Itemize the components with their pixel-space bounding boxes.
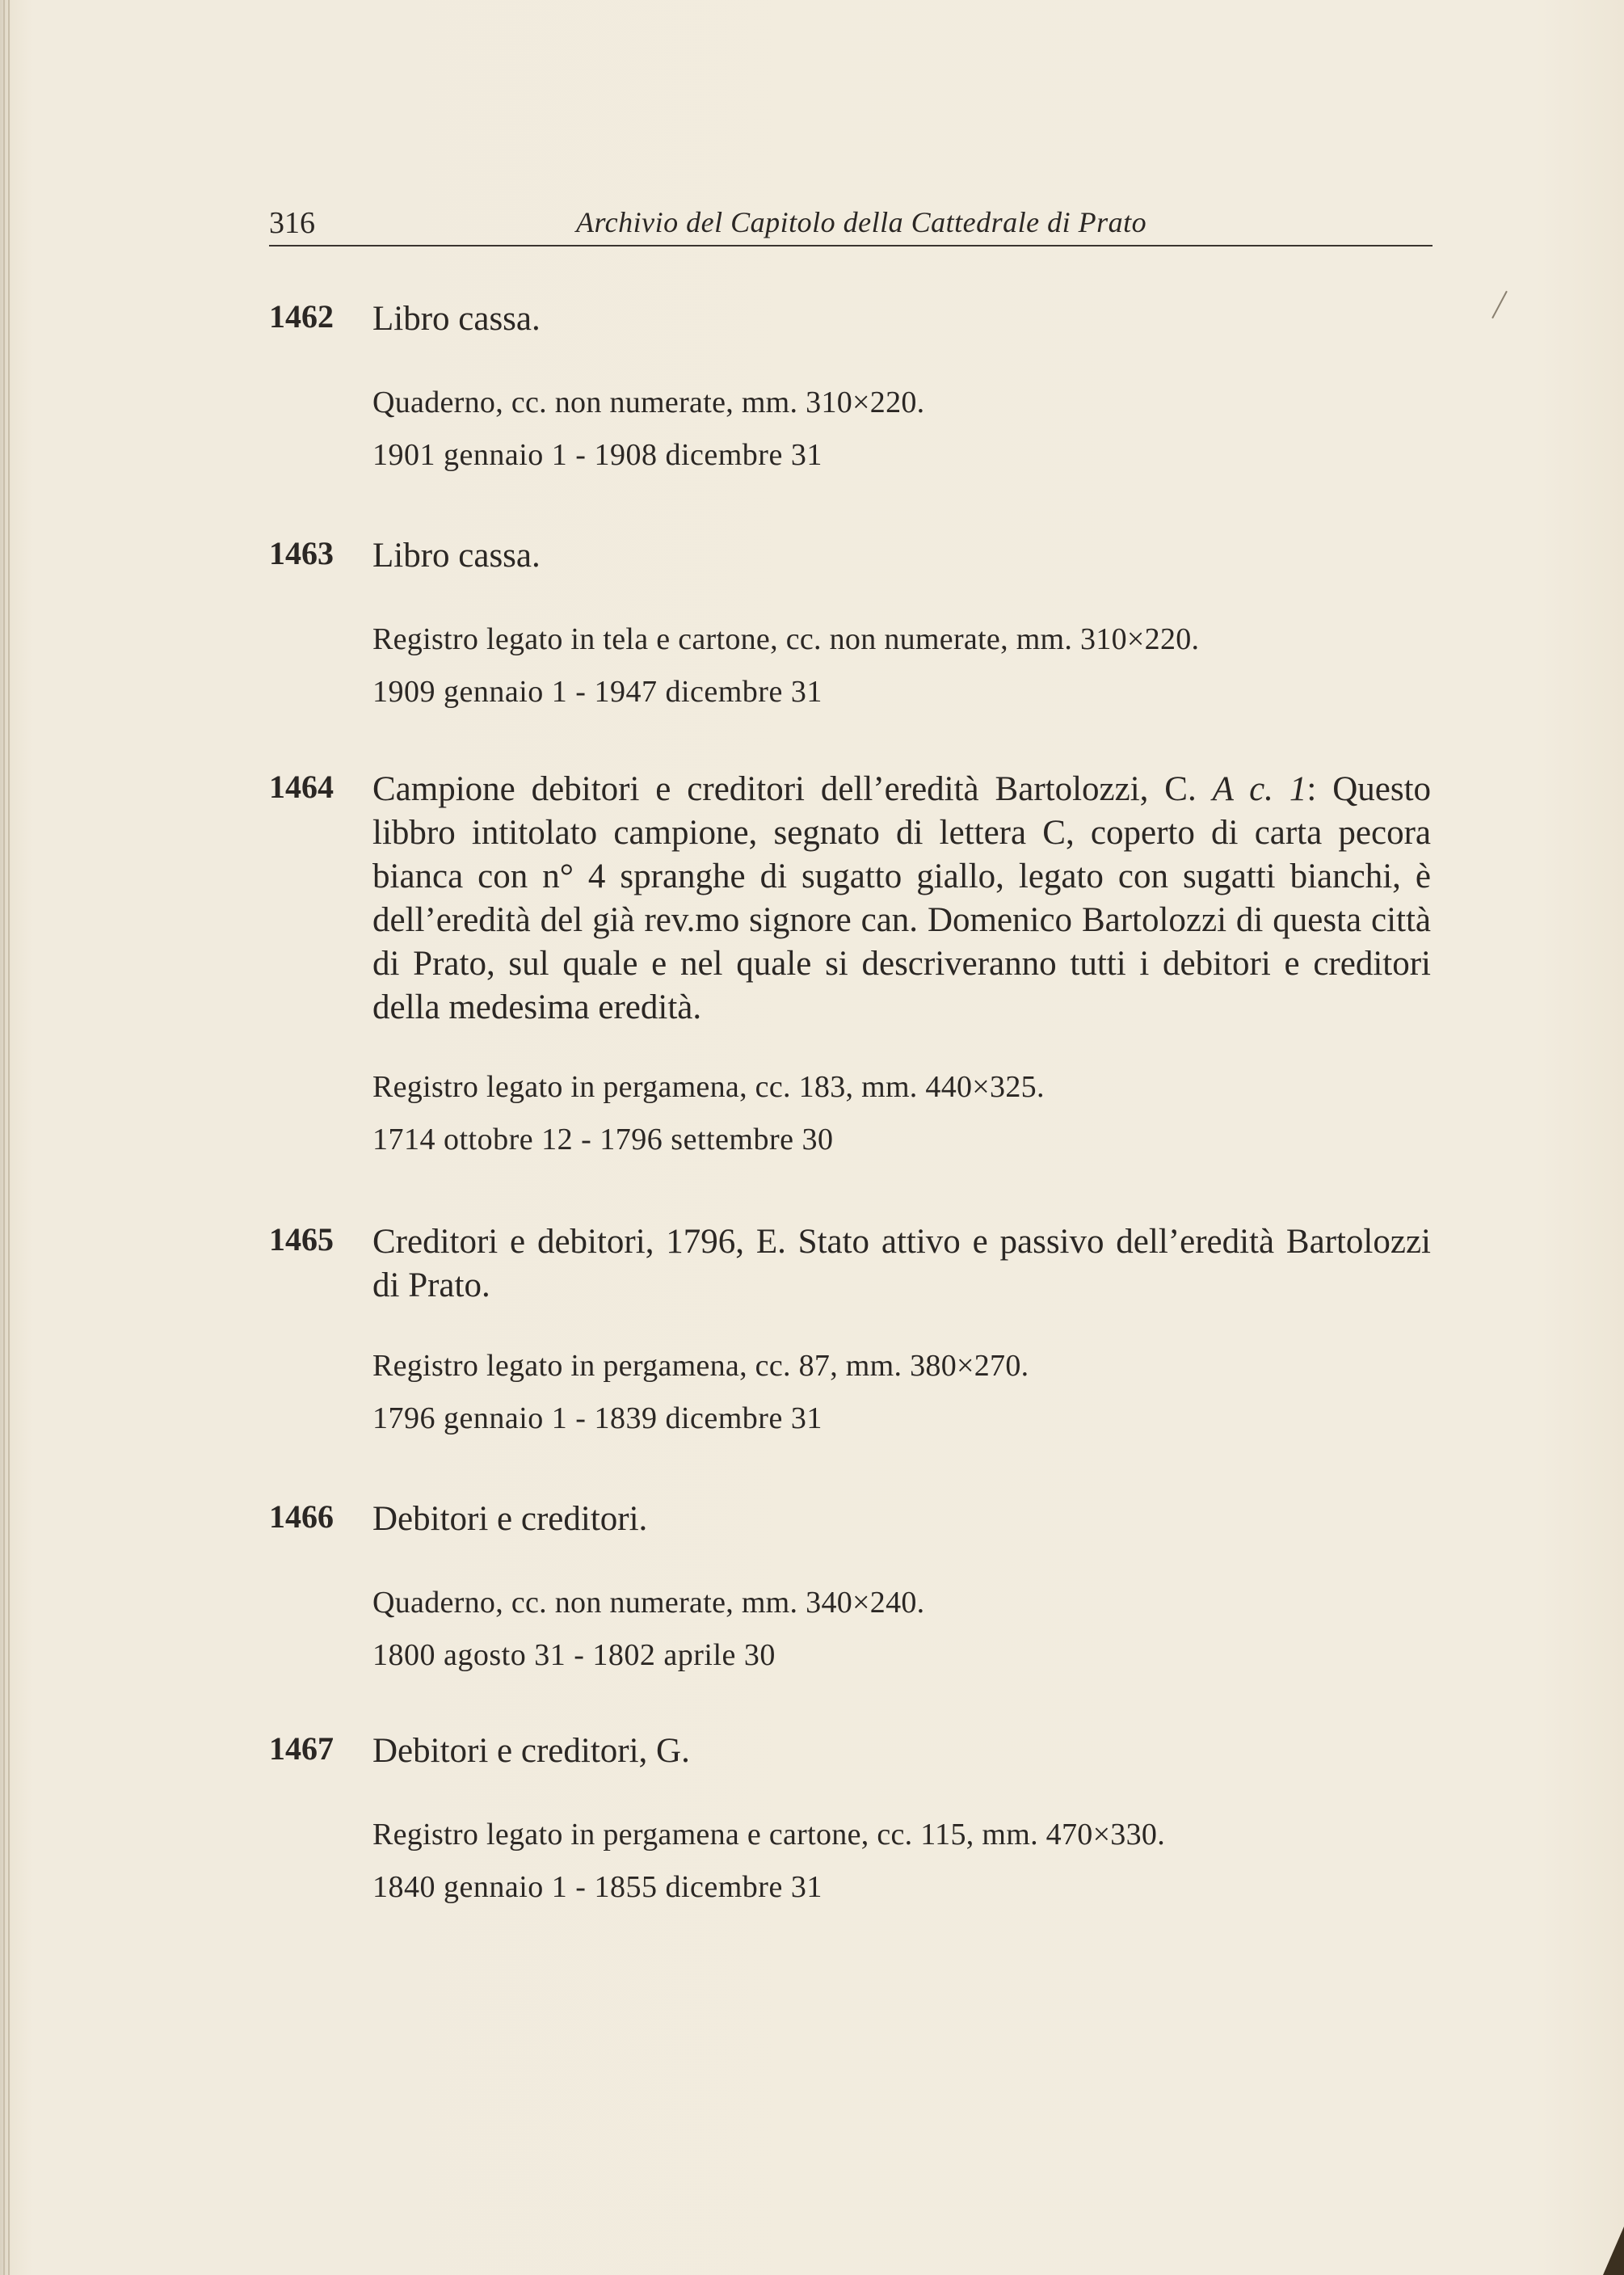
entry-description: Quaderno, cc. non numerate, mm. 340×240.	[372, 1586, 925, 1620]
entry-number: 1464	[269, 769, 334, 805]
entry-title-colon: :	[1306, 770, 1317, 808]
running-title: Archivio del Capitolo della Cattedrale di Prato	[576, 206, 1147, 238]
page-number: 316	[269, 206, 315, 240]
entry-dates: 1800 agosto 31 - 1802 aprile 30	[372, 1638, 776, 1672]
entry-dates: 1840 gennaio 1 - 1855 dicembre 31	[372, 1870, 823, 1904]
entry-dates: 1909 gennaio 1 - 1947 dicembre 31	[372, 675, 823, 709]
pencil-mark	[1491, 291, 1508, 318]
entry-description: Quaderno, cc. non numerate, mm. 310×220.	[372, 385, 925, 419]
entry-dates: 1796 gennaio 1 - 1839 dicembre 31	[372, 1401, 823, 1435]
entry-description: Registro legato in pergamena e cartone, cc. 115, mm. 470×330.	[372, 1818, 1166, 1852]
entry-description: Registro legato in pergamena, cc. 183, mm. 440×325.	[372, 1070, 1045, 1104]
entry-title: Debitori e creditori, G.	[372, 1732, 690, 1770]
entry-number: 1467	[269, 1730, 334, 1767]
entry-dates: 1714 ottobre 12 - 1796 settembre 30	[372, 1123, 834, 1156]
page-header	[269, 202, 1433, 247]
gutter-line	[8, 0, 10, 2275]
entry-title: Libro cassa.	[372, 537, 541, 575]
entry-title-quote: Questo libbro intitolato campione, segnato di lettera C, coperto di carta pecora bianca con n° 4 spranghe di sugatto giallo, legato con sugatti bianchi, è dell’eredità del già rev.mo signore can. Domenico Bartolozzi di questa città di Prato, sul quale e nel quale si descriveranno tutti i debitori e creditori della medesima eredità.	[372, 770, 1432, 1026]
entry-description: Registro legato in tela e cartone, cc. non numerate, mm. 310×220.	[372, 622, 1200, 656]
entry-number: 1462	[269, 298, 334, 335]
gutter-line	[3, 0, 5, 2275]
entry-title-text: Campione debitori e creditori dell’eredità Bartolozzi, C.	[372, 770, 1197, 808]
header-rule	[269, 245, 1433, 246]
page-corner-mark	[1603, 2227, 1624, 2275]
entry-dates: 1901 gennaio 1 - 1908 dicembre 31	[372, 438, 823, 472]
entry-title: Libro cassa.	[372, 300, 541, 338]
entry-title-ref: A c. 1	[1212, 770, 1307, 808]
entry-number: 1466	[269, 1498, 334, 1535]
entry-number: 1463	[269, 535, 334, 571]
entry-title: Debitori e creditori.	[372, 1500, 648, 1538]
entry-title: Creditori e debitori, 1796, E. Stato attivo e passivo dell’eredità Bartolozzi di Prato.	[372, 1223, 1431, 1304]
entry-number: 1465	[269, 1221, 334, 1258]
entry-title	[372, 768, 1431, 1030]
entry-description: Registro legato in pergamena, cc. 87, mm. 380×270.	[372, 1349, 1029, 1383]
